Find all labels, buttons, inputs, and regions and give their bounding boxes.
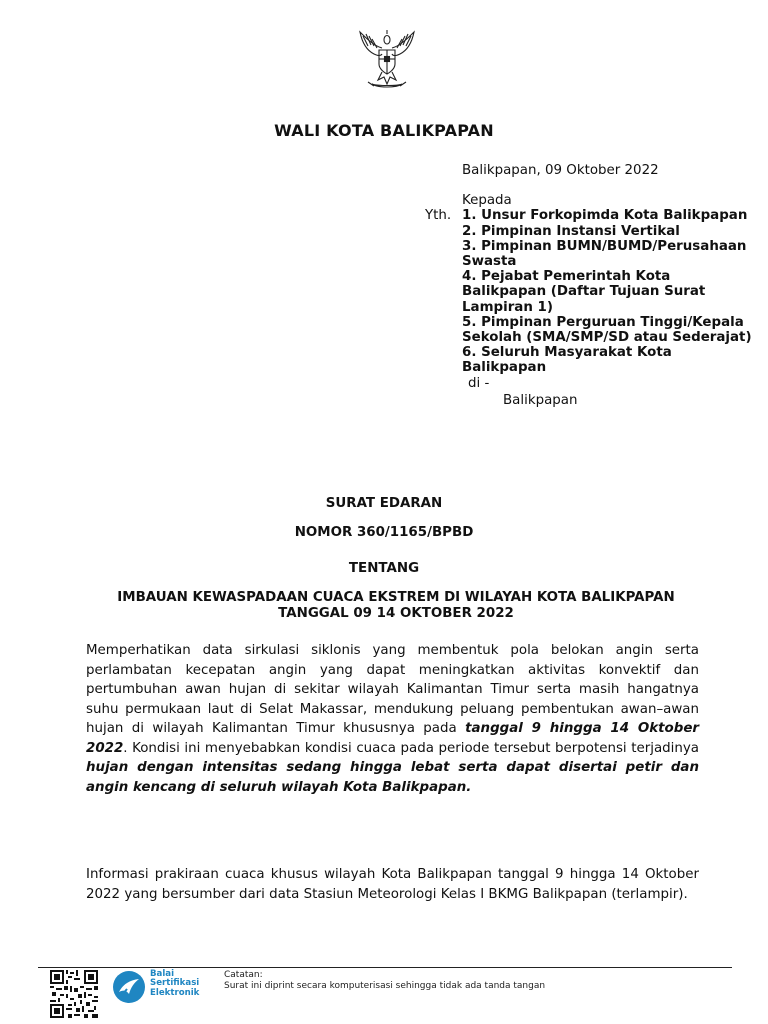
subject-line-1: IMBAUAN KEWASPADAAN CUACA EKSTREM DI WILAYAH KOTA BALIKPAPAN: [117, 590, 675, 605]
para1-text-b: . Kondisi ini menyebabkan kondisi cuaca pada periode tersebut berpotensi terjadinya: [123, 740, 699, 756]
bse-line-3: Elektronik: [150, 987, 200, 998]
di-label: di -: [468, 375, 490, 391]
recipient-item: 6. Seluruh Masyarakat Kota Balikpapan: [462, 345, 672, 376]
qr-code-icon: [50, 970, 98, 1018]
bse-line-2: Sertifikasi: [150, 978, 200, 989]
recipient-item: 5. Pimpinan Perguruan Tinggi/Kepala Sekolah (SMA/SMP/SD atau Sederajat): [462, 314, 752, 346]
letter-about: TENTANG: [348, 561, 420, 576]
bse-line-1: Balai: [150, 969, 175, 979]
body-paragraph-2: Informasi prakiraan cuaca khusus wilayah Kota Balikpapan tanggal 9 hingga 14 Oktober 2022 yang bersumber dari data Stasiun Meteorologi Kelas I BKMG Balikpapan (terlampir).: [86, 867, 699, 902]
note-text: Surat ini diprint secara komputerisasi sehingga tidak ada tanda tangan: [224, 981, 546, 991]
recipient-item: 1. Unsur Forkopimda Kota Balikpapan: [462, 208, 748, 224]
address-block: [425, 163, 752, 408]
bse-logo-text: [150, 970, 199, 998]
yth-label: Yth.: [425, 208, 452, 224]
kepada-label: Kepada: [462, 193, 512, 209]
office-title: WALI KOTA BALIKPAPAN: [274, 121, 494, 140]
bse-logo-icon: [112, 970, 146, 1004]
destination-city: Balikpapan: [503, 392, 578, 408]
subject-line-2: TANGGAL 09 14 OKTOBER 2022: [278, 605, 514, 621]
recipient-item: 2. Pimpinan Instansi Vertikal: [462, 223, 680, 239]
para1-text-a: Memperhatikan data sirkulasi siklonis yang membentuk pola belokan angin serta perlambatan kecepatan angin yang dapat meningkatkan aktivitas konvektif dan pertumbuhan awan hujan di sekitar wilayah Kalimantan Timur serta masih hangatnya suhu permukaan laut di Selat Makassar, mendukung peluang pembentukan awan–awan hujan di wilayah Kalimantan Timur khususnya pada: [86, 643, 699, 736]
letter-subject: [40, 590, 752, 621]
letter-type: SURAT EDARAN: [325, 496, 443, 511]
body-paragraph-1: [86, 641, 699, 797]
footer-divider: [38, 967, 732, 968]
recipient-item: 3. Pimpinan BUMN/BUMD/Perusahaan Swasta: [462, 238, 747, 270]
garuda-emblem-icon: [354, 28, 420, 90]
place-date: Balikpapan, 09 Oktober 2022: [462, 163, 659, 178]
recipient-item: 4. Pejabat Pemerintah Kota Balikpapan (Daftar Tujuan Surat Lampiran 1): [462, 269, 706, 315]
letter-number: NOMOR 360/1165/BPBD: [294, 525, 474, 540]
para1-date-range: tanggal 9 hingga 14 Oktober 2022: [86, 721, 700, 756]
para1-emphasis: hujan dengan intensitas sedang hingga lebat serta dapat disertai petir dan angin kencang di seluruh wilayah Kota Balikpapan.: [86, 760, 699, 795]
recipient-list: [425, 208, 752, 408]
note-label: Catatan:: [224, 970, 263, 980]
footer-note: [224, 970, 545, 992]
